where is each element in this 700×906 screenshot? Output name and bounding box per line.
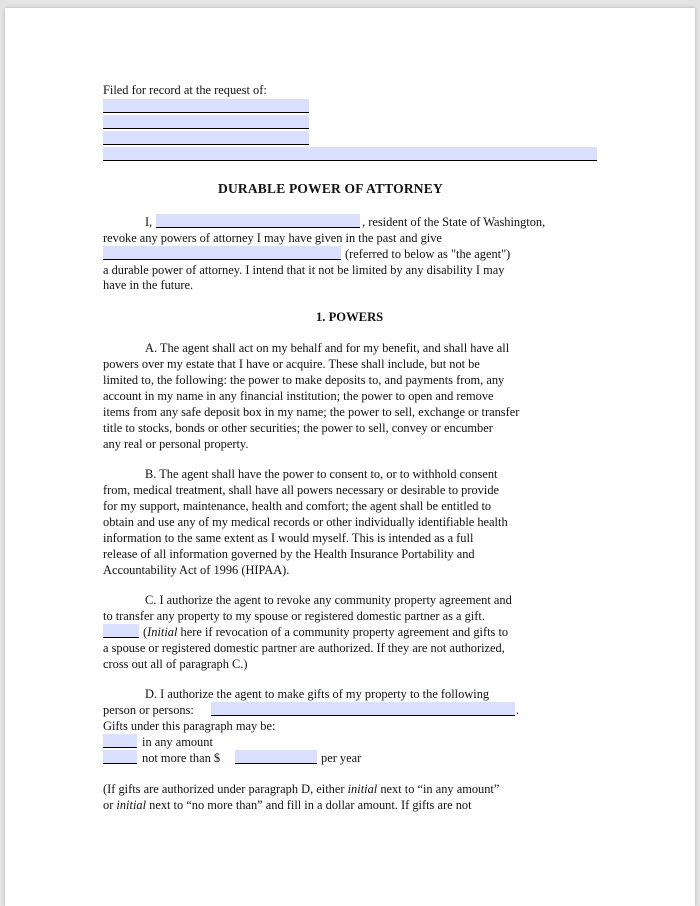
initial-field-any-amount[interactable] — [103, 734, 137, 748]
intro-line-4: a durable power of attorney. I intend that it not be limited by any disability I may — [103, 263, 505, 277]
para-a-line: title to stocks, bonds or other securities; the power to sell, convey or encumber — [103, 421, 493, 435]
note-line-2-start: or — [103, 798, 117, 812]
intro-resident-text: , resident of the State of Washington, — [362, 215, 546, 229]
para-c-initial-word: Initial — [147, 625, 178, 639]
note-line-2-end: next to “no more than” and fill in a dollar amount. If gifts are not — [146, 798, 472, 812]
para-d-line-1: D. I authorize the agent to make gifts of my property to the following — [145, 687, 490, 701]
para-b-line: release of all information governed by the Health Insurance Portability and — [103, 547, 475, 561]
gift-recipients-field[interactable] — [211, 702, 515, 716]
document-page — [5, 8, 695, 906]
note-line-1-start: (If gifts are authorized under paragraph D, either — [103, 782, 348, 796]
filed-by-field-4[interactable] — [103, 147, 597, 161]
intro-line-2: revoke any powers of attorney I may have given in the past and give — [103, 231, 442, 245]
gift-amount-field[interactable] — [235, 750, 317, 764]
filed-by-field-1[interactable] — [103, 99, 309, 113]
para-b-line: information to the same extent as I would myself. This is intended as a full — [103, 531, 474, 545]
para-c-line-4: a spouse or registered domestic partner are authorized. If they are not authorized, — [103, 641, 505, 655]
note-line-1-end: next to “in any amount” — [377, 782, 500, 796]
para-b-line: from, medical treatment, shall have all powers necessary or desirable to provide — [103, 483, 500, 497]
initial-field-c[interactable] — [103, 624, 139, 638]
para-d-line-2: person or persons: — [103, 703, 194, 717]
note-initial-word-2: initial — [116, 798, 147, 812]
para-a-line: account in my name in any financial institution; the power to open and remove — [103, 389, 494, 403]
option-any-amount-label: in any amount — [142, 735, 213, 749]
para-b-line: for my support, maintenance, health and comfort; the agent shall be entitled to — [103, 499, 492, 513]
para-c-line-3 — [143, 625, 508, 640]
para-c-paren: ( — [143, 625, 148, 639]
para-a-line: powers over my estate that I have or acquire. These shall include, but not be — [103, 357, 480, 371]
filed-by-field-2[interactable] — [103, 115, 309, 129]
para-d-line-2-end: . — [516, 703, 520, 717]
note-line-1 — [103, 782, 499, 797]
option-not-more-than-label: not more than $ — [142, 751, 221, 765]
para-b-line: B. The agent shall have the power to consent to, or to withhold consent — [145, 467, 498, 481]
note-line-2 — [103, 798, 472, 813]
para-a-line: A. The agent shall act on my behalf and for my benefit, and shall have all — [145, 341, 510, 355]
para-a-line: any real or personal property. — [103, 437, 249, 451]
intro-agent-text: (referred to below as "the agent") — [345, 247, 511, 261]
para-a-line: items from any safe deposit box in my name; the power to sell, exchange or transfer — [103, 405, 520, 419]
agent-name-field[interactable] — [103, 246, 341, 260]
note-initial-word-1: initial — [347, 782, 378, 796]
intro-i: I, — [145, 215, 153, 229]
para-c-line-2: to transfer any property to my spouse or registered domestic partner as a gift. — [103, 609, 485, 623]
para-c-line-5: cross out all of paragraph C.) — [103, 657, 248, 671]
principal-name-field[interactable] — [156, 214, 360, 228]
initial-field-not-more-than[interactable] — [103, 750, 137, 764]
para-c-line-1: C. I authorize the agent to revoke any community property agreement and — [145, 593, 512, 607]
filed-for-record-label: Filed for record at the request of: — [103, 83, 267, 97]
option-per-year-label: per year — [321, 751, 362, 765]
para-b-line: Accountability Act of 1996 (HIPAA). — [103, 563, 290, 577]
document-title: DURABLE POWER OF ATTORNEY — [218, 181, 443, 196]
section-1-heading: 1. POWERS — [316, 310, 384, 324]
para-c-line-3-rest: here if revocation of a community property agreement and gifts to — [177, 625, 509, 639]
filed-by-field-3[interactable] — [103, 131, 309, 145]
para-b-line: obtain and use any of my medical records or other individually identifiable health — [103, 515, 508, 529]
para-d-gifts-label: Gifts under this paragraph may be: — [103, 719, 276, 733]
intro-line-5: have in the future. — [103, 278, 194, 292]
para-a-line: limited to, the following: the power to make deposits to, and payments from, any — [103, 373, 505, 387]
